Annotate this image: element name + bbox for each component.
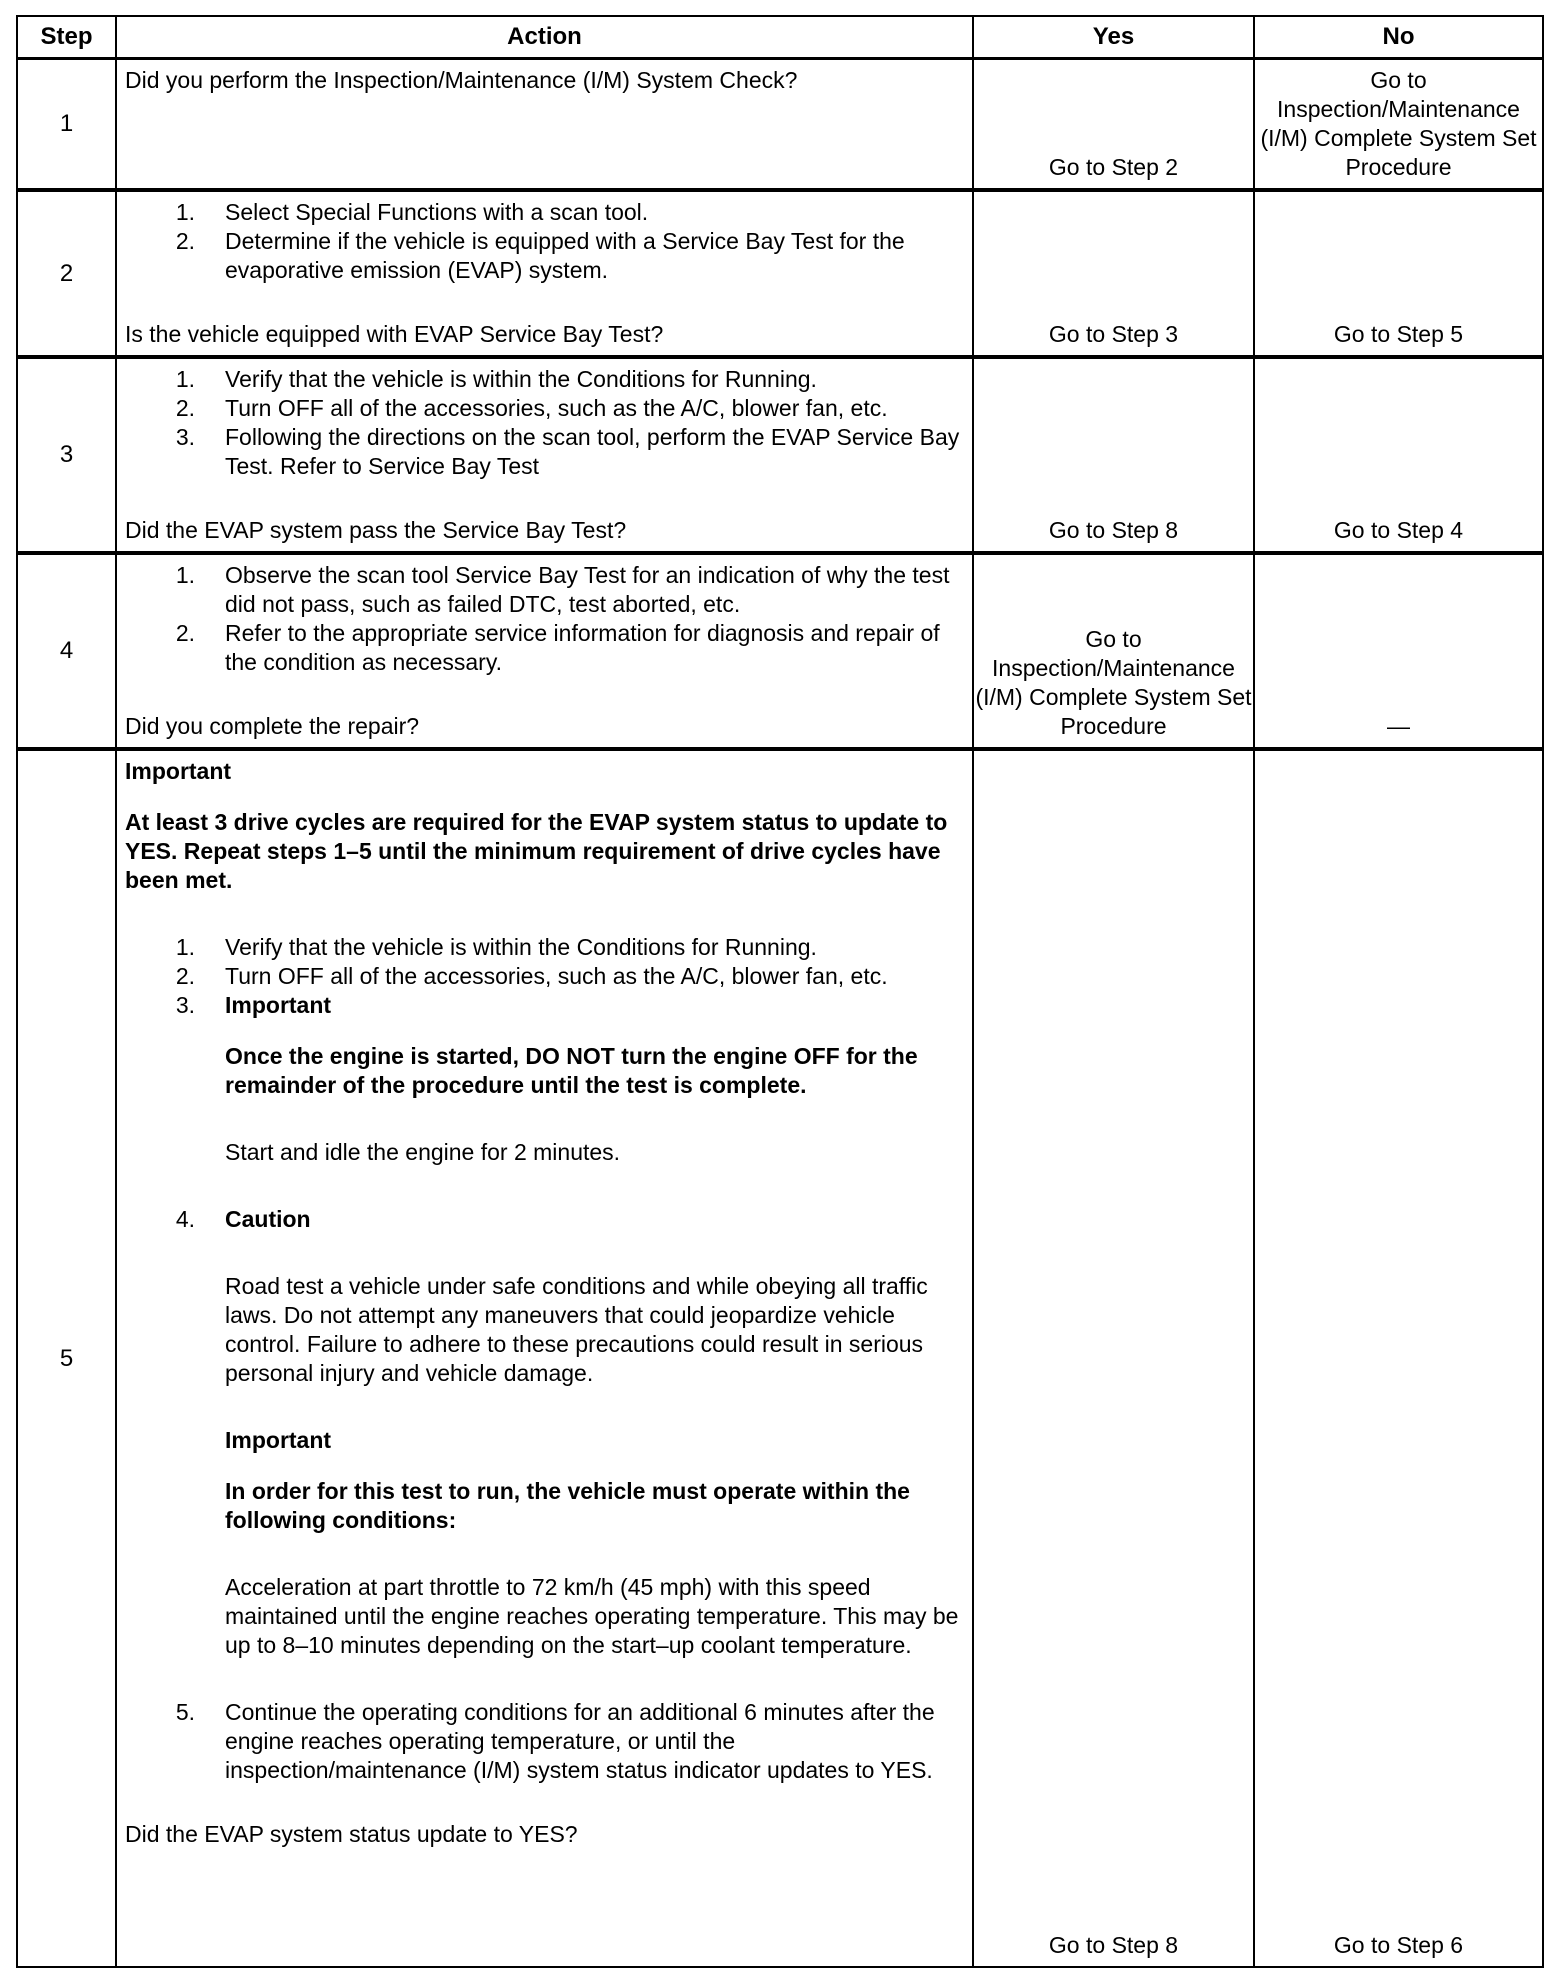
header-action: Action — [116, 16, 973, 59]
no-result: Go to Inspection/Maintenance (I/M) Complete System Set Procedure — [1254, 59, 1543, 191]
list-item: 5. Continue the operating conditions for an additional 6 minutes after the engine reaches operating temperature, or until the inspection/maintenance (I/M) system status indicator updates to YES. — [175, 1699, 935, 1783]
step-question: Is the vehicle equipped with EVAP Service Bay Test? — [125, 321, 664, 347]
yes-result: Go to Inspection/Maintenance (I/M) Complete System Set Procedure — [973, 553, 1254, 749]
list-item: 3. Important Once the engine is started, DO NOT turn the engine OFF for the remainder of the procedure until the test is complete. Start and idle the engine for 2 minutes. — [125, 991, 962, 1167]
action-steps-list — [125, 561, 962, 677]
header-no: No — [1254, 16, 1543, 59]
step-number: 3 — [17, 357, 116, 553]
yes-result: Go to Step 8 — [973, 357, 1254, 553]
list-item: 2. Turn OFF all of the accessories, such as the A/C, blower fan, etc. — [175, 395, 888, 421]
action-cell — [116, 553, 973, 749]
no-result: — — [1254, 553, 1543, 749]
action-cell — [116, 357, 973, 553]
action-steps-list — [125, 365, 962, 481]
caution-note: Road test a vehicle under safe conditions and while obeying all traffic laws. Do not attempt any maneuvers that could jeopardize vehicle control. Failure to adhere to these precautions could result in serious personal injury and vehicle damage. — [225, 1273, 928, 1386]
table-row — [17, 553, 1543, 749]
diagnostic-procedure-table — [16, 15, 1544, 1968]
no-result: Go to Step 4 — [1254, 357, 1543, 553]
step-question: Did the EVAP system status update to YES? — [125, 1821, 578, 1847]
step-instruction: Acceleration at part throttle to 72 km/h (45 mph) with this speed maintained until the engine reaches operating temperature. This may be up to 8–10 minutes depending on the start–up coolant temperature. — [225, 1574, 959, 1658]
yes-result: Go to Step 3 — [973, 190, 1254, 357]
yes-result: Go to Step 2 — [973, 59, 1254, 191]
action-cell — [116, 59, 973, 191]
important-note: At least 3 drive cycles are required for the EVAP system status to update to YES. Repeat steps 1–5 until the minimum requirement of drive cycles have been met. — [125, 809, 948, 893]
action-steps-list — [125, 198, 962, 285]
action-cell — [116, 749, 973, 1967]
table-row — [17, 357, 1543, 553]
table-row — [17, 190, 1543, 357]
list-item: 1. Observe the scan tool Service Bay Test for an indication of why the test did not pass, such as failed DTC, test aborted, etc. — [175, 562, 950, 617]
step-question: Did you complete the repair? — [125, 713, 420, 739]
table-row — [17, 59, 1543, 191]
table-header-row — [17, 16, 1543, 59]
list-item: 1. Verify that the vehicle is within the Conditions for Running. — [175, 366, 817, 392]
table-row — [17, 749, 1543, 1967]
header-step: Step — [17, 16, 116, 59]
important-label: Important — [225, 1427, 332, 1453]
header-yes: Yes — [973, 16, 1254, 59]
caution-label: Caution — [225, 1206, 311, 1232]
list-item: 4. Caution Road test a vehicle under safe conditions and while obeying all traffic laws. Do not attempt any maneuvers that could jeopardize vehicle control. Failure to adhere to these precautions could result in serious personal injury and vehicle damage. Important In order for this test to run, the vehicle must operate within the following conditions: Acceleration at part throttle to 72 km/h (45 mph) with this speed maintained until the engine reaches operating temperature. This may be up to 8–10 minutes depending on the start–up coolant temperature. — [125, 1205, 962, 1660]
important-note: Once the engine is started, DO NOT turn the engine OFF for the remainder of the procedure until the test is complete. — [225, 1043, 918, 1098]
list-item: 2. Turn OFF all of the accessories, such as the A/C, blower fan, etc. — [175, 963, 888, 989]
no-result: Go to Step 5 — [1254, 190, 1543, 357]
list-item: 2. Determine if the vehicle is equipped with a Service Bay Test for the evaporative emission (EVAP) system. — [175, 228, 905, 283]
step-number: 1 — [17, 59, 116, 191]
step-question: Did you perform the Inspection/Maintenance (I/M) System Check? — [125, 67, 798, 93]
list-item: 1. Select Special Functions with a scan tool. — [175, 199, 649, 225]
list-item: 2. Refer to the appropriate service information for diagnosis and repair of the condition as necessary. — [175, 620, 940, 675]
no-result: Go to Step 6 — [1254, 749, 1543, 1967]
step-number: 5 — [17, 749, 116, 1967]
action-cell — [116, 190, 973, 357]
important-label: Important — [225, 992, 332, 1018]
step-instruction: Start and idle the engine for 2 minutes. — [225, 1139, 621, 1165]
step-number: 2 — [17, 190, 116, 357]
yes-result: Go to Step 8 — [973, 749, 1254, 1967]
list-item: 1. Verify that the vehicle is within the Conditions for Running. — [175, 934, 817, 960]
list-item: 3. Following the directions on the scan tool, perform the EVAP Service Bay Test. Refer to Service Bay Test — [175, 424, 960, 479]
action-steps-list — [125, 933, 962, 1785]
step-number: 4 — [17, 553, 116, 749]
step-question: Did the EVAP system pass the Service Bay Test? — [125, 517, 627, 543]
important-label: Important — [125, 758, 232, 784]
important-note: In order for this test to run, the vehicle must operate within the following conditions: — [225, 1478, 910, 1533]
